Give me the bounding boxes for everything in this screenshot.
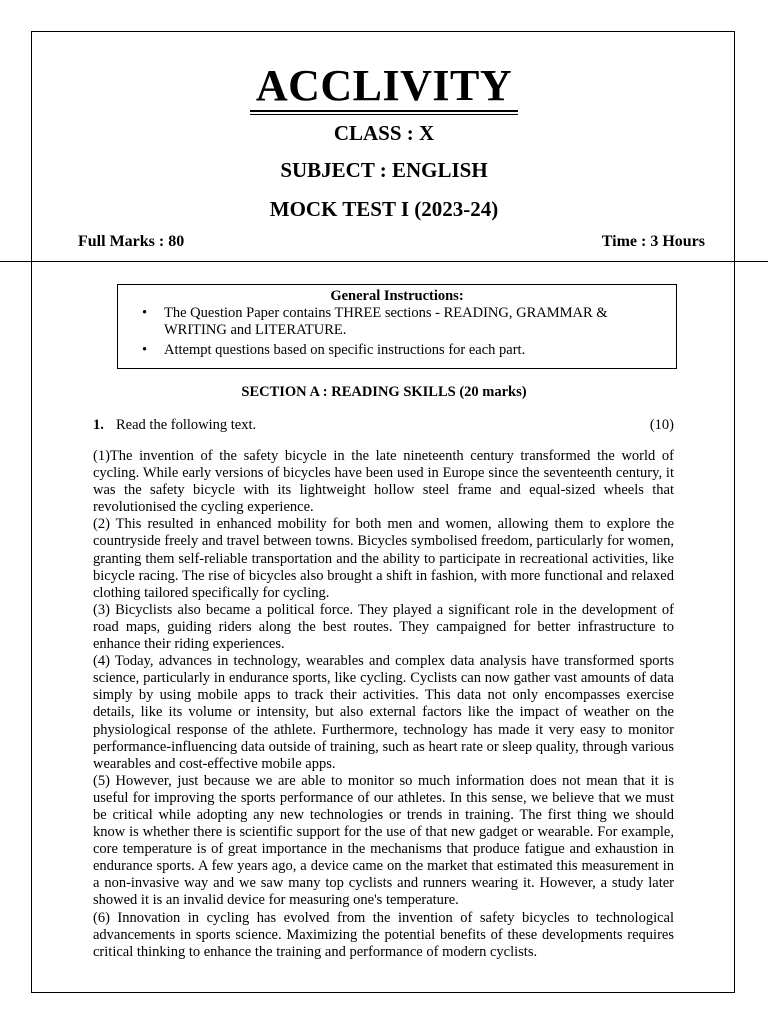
instructions-list — [118, 305, 676, 359]
instruction-text: The Question Paper contains THREE sections - READING, GRAMMAR & WRITING and LITERATURE. — [164, 305, 608, 338]
question-marks: (10) — [649, 417, 674, 433]
document-title: ACCLIVITY — [255, 61, 513, 110]
marks-time-row — [78, 232, 705, 252]
instruction-item — [118, 342, 676, 359]
question-prompt — [93, 416, 256, 434]
passage-paragraph: (3) Bicyclists also became a political force. They played a significant role in the development of road maps, guiding riders along the best routes. They campaigned for better infrastructure to enhance their riding experiences. — [93, 601, 674, 653]
test-line: MOCK TEST I (2023-24) — [269, 197, 499, 221]
instructions-title: General Instructions: — [330, 288, 464, 304]
time-allowed: Time : 3 Hours — [601, 233, 705, 250]
question-text: Read the following text. — [116, 417, 257, 433]
bullet-icon: • — [142, 342, 148, 358]
section-heading: SECTION A : READING SKILLS (20 marks) — [241, 384, 527, 400]
header-divider — [0, 261, 768, 262]
title-underline — [250, 110, 518, 115]
passage-paragraph: (4) Today, advances in technology, wearables and complex data analysis have transformed sports science, particularly in endurance sports, like cycling. Cyclists can now gather vast amounts of data simply by using mobile apps to track their activities. This data not only encompasses exercise details, like its volume or intensity, but also external factors like the impact of weather on the physiological response of the athlete. Furthermore, technology has made it very easy to monitor performance-influencing data outside of training, such as heart rate or sleep quality, through various wearables and cost-effective mobile apps. — [93, 653, 674, 772]
question-number: 1. — [93, 417, 104, 433]
subject-line: SUBJECT : ENGLISH — [280, 158, 488, 182]
general-instructions-box — [117, 284, 677, 369]
passage-paragraph: (2) This resulted in enhanced mobility for both men and women, allowing them to explore the countryside freely and travel between towns. Bicycles symbolised freedom, particularly for women, granting them self-reliable transportation and the ability to participate in recreational activities, like bicycle racing. The rise of bicycles also brought a shift in fashion, with more functional and relaxed clothing tailored specifically for cycling. — [93, 516, 674, 601]
full-marks: Full Marks : 80 — [78, 233, 185, 250]
class-line: CLASS : X — [333, 121, 435, 145]
passage-paragraph: (1)The invention of the safety bicycle in the late nineteenth century transformed the world of cycling. While early versions of bicycles have been used in Europe since the seventeenth century, it was the safety bicycle with its lightweight hollow steel frame and equal-sized wheels that revolutionised the cycling experience. — [93, 448, 674, 516]
reading-passage — [93, 448, 674, 961]
instruction-text: Attempt questions based on specific instructions for each part. — [164, 342, 526, 358]
question-row — [93, 416, 674, 434]
passage-paragraph: (5) However, just because we are able to monitor so much information does not mean that it is useful for improving the sports performance of our athletes. In this sense, we believe that we must be critical while adopting any new technologies or trends in training. The first thing we should know is whether there is scientific support for the use of that new gadget or wearable. For example, core temperature is of great importance in the mechanisms that produce fatigue and exhaustion in endurance sports. A few years ago, a device came on the market that estimated this measurement in a non-invasive way and we saw many top cyclists and runners wearing it. However, a study later showed it is an invalid device for measuring one's temperature. — [93, 772, 674, 909]
passage-paragraph: (6) Innovation in cycling has evolved from the invention of safety bicycles to technological advancements in sports science. Maximizing the potential benefits of these developments requires critical thinking to enhance the training and performance of modern cyclists. — [93, 909, 674, 960]
instruction-item — [118, 305, 676, 339]
bullet-icon: • — [142, 305, 148, 321]
